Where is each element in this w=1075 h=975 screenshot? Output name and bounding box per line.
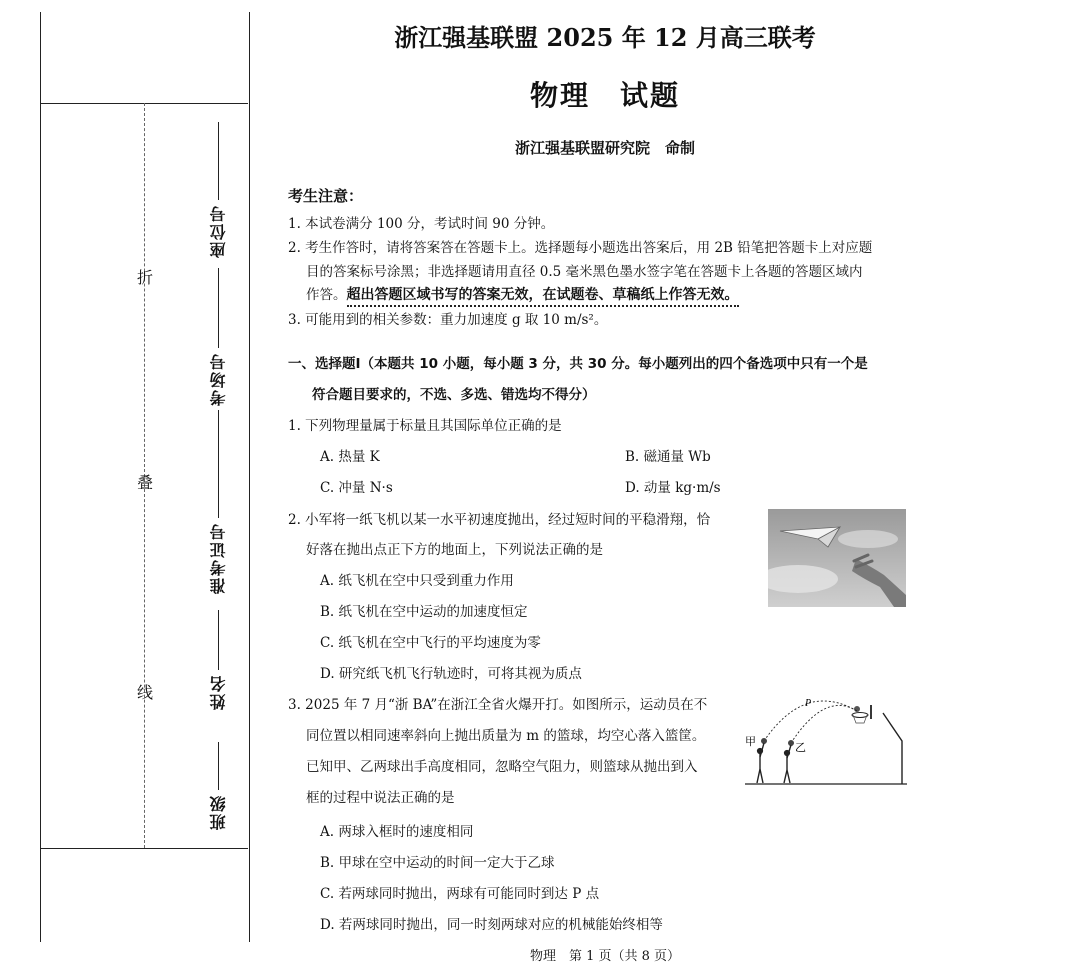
margin-divider-bottom bbox=[40, 848, 248, 849]
name-label: 姓名 bbox=[208, 674, 228, 710]
fold-char: 折 bbox=[137, 268, 154, 287]
q3-stem-2: 同位置以相同速率斜向上抛出质量为 m 的篮球，均空心落入篮筐。 bbox=[306, 728, 706, 744]
q2-stem-2: 好落在抛出点正下方的地面上，下列说法正确的是 bbox=[306, 542, 603, 558]
class-label: 班级 bbox=[208, 794, 228, 830]
paper-plane-photo bbox=[768, 509, 906, 607]
q3-option-a[interactable]: A. 两球入框时的速度相同 bbox=[320, 824, 474, 840]
author-line: 浙江强基联盟研究院 命制 bbox=[514, 139, 695, 157]
label-jia: 甲 bbox=[745, 735, 756, 748]
notice-line-2b: 目的答案标号涂黑；非选择题请用直径 0.5 毫米黑色墨水签字笔在答题卡上各题的答题区域内 bbox=[306, 264, 863, 280]
class-field[interactable] bbox=[205, 742, 231, 830]
q1-option-c[interactable]: C. 冲量 N·s bbox=[320, 480, 393, 496]
q3-stem-4: 框的过程中说法正确的是 bbox=[306, 790, 455, 806]
q3-option-b[interactable]: B. 甲球在空中运动的时间一定大于乙球 bbox=[320, 855, 555, 871]
seat-number-field[interactable] bbox=[205, 122, 231, 258]
section-heading-cont: 符合题目要求的，不选、多选、错选均不得分） bbox=[312, 387, 596, 403]
exam-room-label: 考场号 bbox=[208, 352, 228, 406]
page-footer: 物理 第 1 页（共 8 页） bbox=[529, 949, 681, 964]
exam-title: 浙江强基联盟 2025 年 12 月高三联考 bbox=[394, 23, 816, 52]
q1-option-d[interactable]: D. 动量 kg·m/s bbox=[625, 480, 721, 496]
q3-stem-1: 3. 2025 年 7 月“浙 BA”在浙江全省火爆开打。如图所示，运动员在不 bbox=[288, 697, 708, 713]
admission-number-label: 准考证号 bbox=[208, 522, 228, 594]
section-heading: 一、选择题Ⅰ（本题共 10 小题，每小题 3 分，共 30 分。每小题列出的四个备选项中只有一个是 bbox=[288, 356, 868, 372]
seat-number-line bbox=[218, 122, 219, 200]
q2-option-b[interactable]: B. 纸飞机在空中运动的加速度恒定 bbox=[320, 604, 528, 620]
q2-option-c[interactable]: C. 纸飞机在空中飞行的平均速度为零 bbox=[320, 635, 541, 651]
admission-number-line bbox=[218, 410, 219, 518]
exam-room-line bbox=[218, 268, 219, 348]
name-line bbox=[218, 610, 219, 670]
q2-stem-1: 2. 小军将一纸飞机以某一水平初速度抛出，经过短时间的平稳滑翔，恰 bbox=[288, 512, 711, 528]
subject-title: 物理 试题 bbox=[529, 79, 680, 112]
notice-line-2c-pre: 作答。 bbox=[306, 287, 347, 303]
seat-number-label: 座位号 bbox=[208, 204, 228, 258]
q3-stem-3: 已知甲、乙两球出手高度相同，忽略空气阻力，则篮球从抛出到入 bbox=[306, 759, 698, 775]
notice-line-2a: 2. 考生作答时，请将答案答在答题卡上。选择题每小题选出答案后，用 2B 铅笔把答题卡上对应题 bbox=[288, 240, 873, 256]
q1-option-a[interactable]: A. 热量 K bbox=[320, 449, 380, 465]
class-line bbox=[218, 742, 219, 790]
notice-emphasis: 超出答题区域书写的答案无效，在试题卷、草稿纸上作答无效。 bbox=[347, 287, 739, 307]
admission-number-field[interactable] bbox=[205, 410, 231, 594]
q1-stem: 1. 下列物理量属于标量且其国际单位正确的是 bbox=[288, 418, 562, 434]
notice-line-2c bbox=[306, 283, 739, 304]
q3-option-d[interactable]: D. 若两球同时抛出，同一时刻两球对应的机械能始终相等 bbox=[320, 917, 663, 933]
q2-option-a[interactable]: A. 纸飞机在空中只受到重力作用 bbox=[320, 573, 514, 589]
q2-option-d[interactable]: D. 研究纸飞机飞行轨迹时，可将其视为质点 bbox=[320, 666, 582, 682]
q3-option-c[interactable]: C. 若两球同时抛出，两球有可能同时到达 P 点 bbox=[320, 886, 600, 902]
q1-option-b[interactable]: B. 磁通量 Wb bbox=[625, 449, 711, 465]
exam-room-field[interactable] bbox=[205, 268, 231, 406]
fold-char: 线 bbox=[137, 683, 154, 702]
basketball-diagram bbox=[745, 695, 907, 787]
notice-line-1: 1. 本试卷满分 100 分，考试时间 90 分钟。 bbox=[288, 216, 555, 232]
notice-line-3: 3. 可能用到的相关参数：重力加速度 g 取 10 m/s²。 bbox=[288, 312, 608, 328]
notice-heading: 考生注意： bbox=[288, 187, 364, 205]
label-yi: 乙 bbox=[795, 741, 806, 754]
name-field[interactable] bbox=[205, 610, 231, 710]
label-p: P bbox=[805, 698, 812, 709]
fold-char: 叠 bbox=[137, 473, 154, 492]
